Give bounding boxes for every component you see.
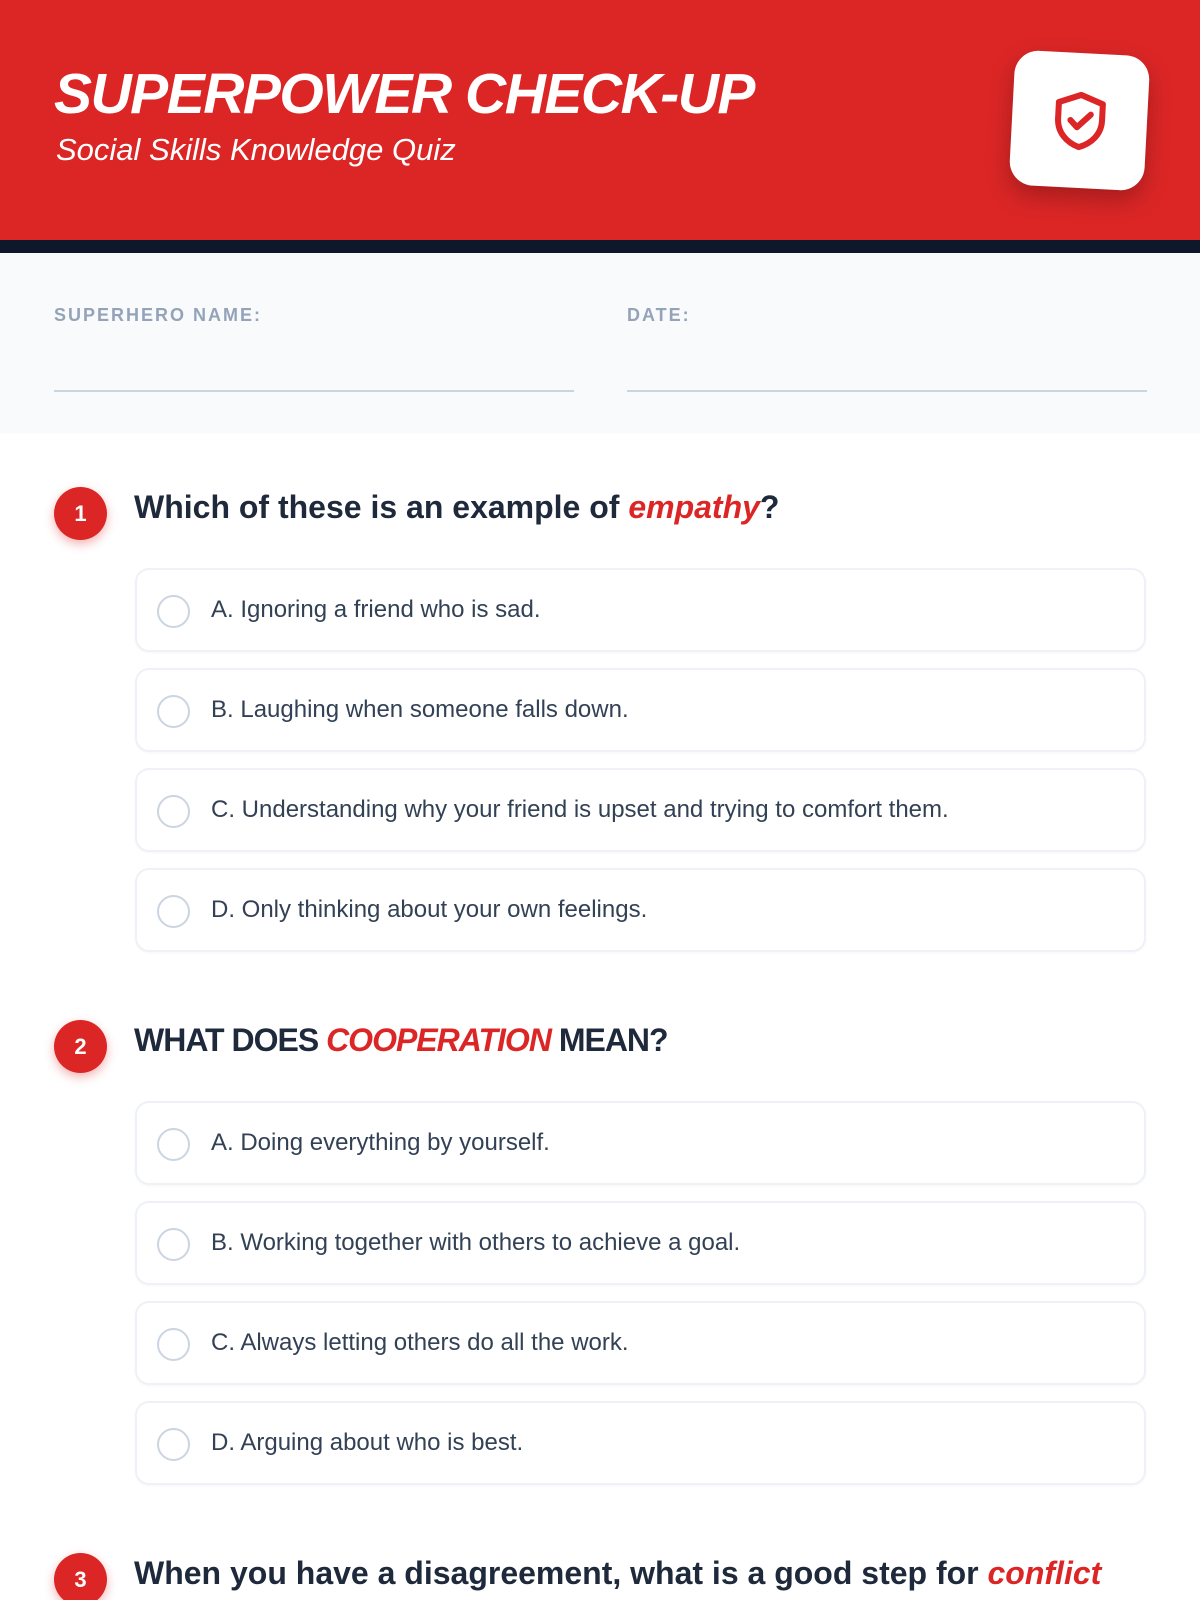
option-label: A. Doing everything by yourself. [211, 1129, 550, 1156]
question-2-text: WHAT DOES COOPERATION MEAN? [134, 1022, 668, 1058]
question-number-badge: 3 [54, 1553, 107, 1600]
question-1-option-a[interactable] [135, 568, 1146, 652]
radio-button[interactable] [157, 795, 190, 828]
superhero-name-label: SUPERHERO NAME: [54, 305, 263, 325]
question-2-option-a[interactable] [135, 1101, 1146, 1185]
date-field[interactable] [627, 390, 1147, 392]
option-label: B. Laughing when someone falls down. [211, 696, 629, 723]
option-label: D. Arguing about who is best. [211, 1429, 524, 1456]
question-3-keyword: conflict [987, 1555, 1102, 1591]
question-2-option-b[interactable] [135, 1201, 1146, 1285]
question-1-option-c[interactable] [135, 768, 1146, 852]
superhero-name-field[interactable] [54, 390, 574, 392]
shield-badge [1009, 50, 1151, 192]
question-3-text: When you have a disagreement, what is a good step for conflict [134, 1555, 1102, 1591]
student-info-section [0, 253, 1200, 433]
radio-button[interactable] [157, 1428, 190, 1461]
quiz-header [0, 0, 1200, 240]
radio-button[interactable] [157, 695, 190, 728]
radio-button[interactable] [157, 1228, 190, 1261]
question-number-badge: 2 [54, 1020, 107, 1073]
shield-check-icon [1045, 82, 1115, 159]
option-label: D. Only thinking about your own feelings. [211, 896, 648, 923]
option-label: C. Always letting others do all the work. [211, 1329, 629, 1356]
question-number-badge: 1 [54, 487, 107, 540]
date-label: DATE: [627, 305, 691, 325]
question-1-option-b[interactable] [135, 668, 1146, 752]
question-2-option-c[interactable] [135, 1301, 1146, 1385]
question-2-keyword: COOPERATION [326, 1022, 551, 1058]
question-1-option-d[interactable] [135, 868, 1146, 952]
radio-button[interactable] [157, 895, 190, 928]
question-2-option-d[interactable] [135, 1401, 1146, 1485]
option-label: B. Working together with others to achieve a goal. [211, 1229, 741, 1256]
option-label: C. Understanding why your friend is upset and trying to comfort them. [211, 796, 949, 823]
question-1-keyword: empathy [628, 489, 760, 525]
header-divider [0, 240, 1200, 253]
radio-button[interactable] [157, 1128, 190, 1161]
option-label: A. Ignoring a friend who is sad. [211, 596, 541, 623]
radio-button[interactable] [157, 595, 190, 628]
question-1-text: Which of these is an example of empathy? [134, 489, 780, 525]
quiz-title: SUPERPOWER CHECK-UP [54, 62, 754, 126]
radio-button[interactable] [157, 1328, 190, 1361]
quiz-subtitle: Social Skills Knowledge Quiz [56, 132, 456, 167]
